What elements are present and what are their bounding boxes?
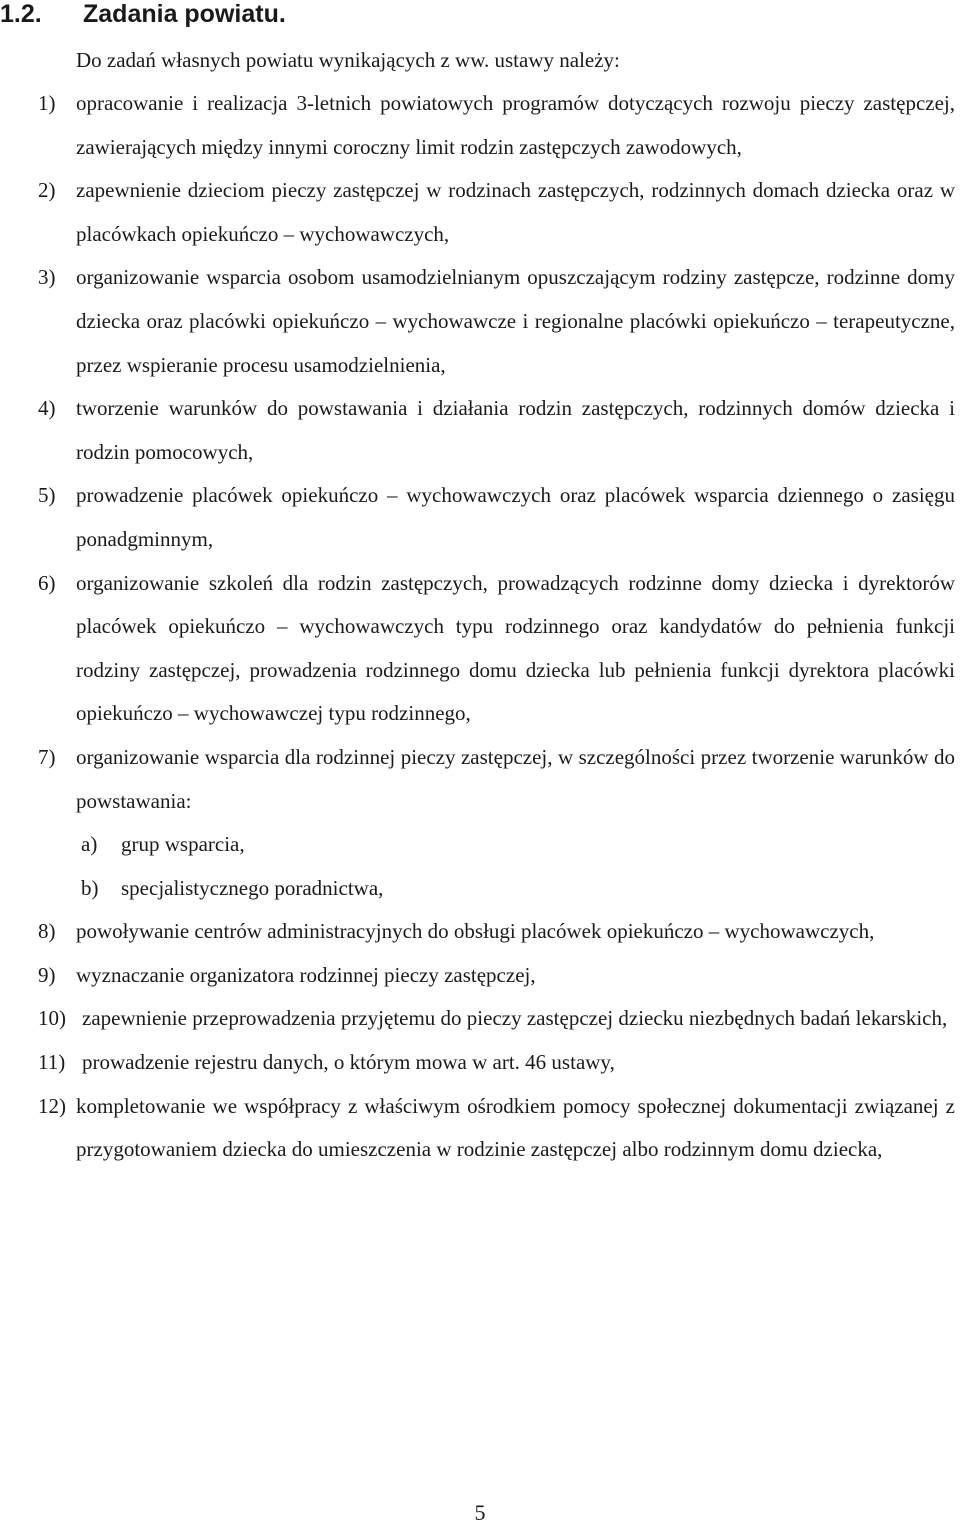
item-number: 9) xyxy=(38,962,56,987)
item-text: tworzenie warunków do powstawania i działania rodzin zastępczych, rodzinnych domów dziecka i rodzin pomocowych, xyxy=(76,396,955,464)
list-item xyxy=(38,1041,955,1085)
list-item xyxy=(38,910,955,954)
item-number: 12) xyxy=(38,1093,66,1118)
list-item xyxy=(38,82,955,169)
item-number: 8) xyxy=(38,919,56,944)
sub-item-letter: a) xyxy=(81,832,98,857)
item-number: 5) xyxy=(38,483,56,508)
item-number: 2) xyxy=(38,178,56,203)
sub-list-item xyxy=(38,823,955,867)
list-item xyxy=(38,169,955,256)
item-text: opracowanie i realizacja 3-letnich powiatowych programów dotyczących rozwoju pieczy zastępczej, zawierających między innymi coroczny limit rodzin zastępczych zawodowych, xyxy=(76,91,955,159)
item-number: 6) xyxy=(38,570,56,595)
list-item xyxy=(38,1085,955,1172)
section-heading xyxy=(0,0,286,34)
item-text: prowadzenie placówek opiekuńczo – wychowawczych oraz placówek wsparcia dziennego o zasięgu ponadgminnym, xyxy=(76,483,955,551)
item-text: organizowanie szkoleń dla rodzin zastępczych, prowadzących rodzinne domy dziecka i dyrektorów placówek opiekuńczo – wychowawczych typu rodzinnego oraz kandydatów do pełnienia funkcji rodziny zastępczej, prowadzenia rodzinnego domu dziecka lub pełnienia funkcji dyrektora placówki opiekuńczo – wychowawczej typu rodzinnego, xyxy=(76,570,955,726)
item-number: 11) xyxy=(38,1050,66,1075)
item-text: zapewnienie przeprowadzenia przyjętemu do pieczy zastępczej dziecku niezbędnych badań lekarskich, xyxy=(82,1006,948,1031)
list-item xyxy=(38,562,955,736)
sub-item-text: grup wsparcia, xyxy=(121,832,245,857)
task-list xyxy=(38,82,955,1172)
section-title: Zadania powiatu. xyxy=(83,0,286,28)
item-text: kompletowanie we współpracy z właściwym ośrodkiem pomocy społecznej dokumentacji związanej z przygotowaniem dziecka do umieszczenia w rodzinie zastępczej albo rodzinnym domu dziecka, xyxy=(76,1093,955,1162)
item-number: 1) xyxy=(38,91,56,115)
list-item xyxy=(38,954,955,998)
item-text: wyznaczanie organizatora rodzinnej pieczy zastępczej, xyxy=(76,962,536,987)
sub-item-text: specjalistycznego poradnictwa, xyxy=(121,875,384,900)
item-number: 3) xyxy=(38,265,56,290)
list-item xyxy=(38,256,955,387)
section-number: 1.2. xyxy=(0,0,42,28)
sub-list-item xyxy=(38,867,955,911)
item-text: powoływanie centrów administracyjnych do obsługi placówek opiekuńczo – wychowawczych, xyxy=(76,919,875,944)
page-number: 5 xyxy=(474,1500,486,1525)
list-item xyxy=(38,474,955,561)
list-item xyxy=(38,736,955,823)
item-number: 7) xyxy=(38,744,56,769)
list-item xyxy=(38,997,955,1041)
intro-paragraph: Do zadań własnych powiatu wynikających z ww. ustawy należy: xyxy=(76,48,620,72)
item-number: 10) xyxy=(38,1006,66,1031)
item-number: 4) xyxy=(38,396,56,421)
item-text: prowadzenie rejestru danych, o którym mowa w art. 46 ustawy, xyxy=(82,1050,615,1075)
list-item xyxy=(38,387,955,474)
item-text: organizowanie wsparcia osobom usamodzielnianym opuszczającym rodziny zastępcze, rodzinne domy dziecka oraz placówki opiekuńczo – wychowawcze i regionalne placówki opiekuńczo – terapeutyczne, przez wspieranie procesu usamodzielnienia, xyxy=(76,265,955,377)
item-text: organizowanie wsparcia dla rodzinnej pieczy zastępczej, w szczególności przez tworzenie warunków do powstawania: xyxy=(76,744,955,813)
item-text: zapewnienie dzieciom pieczy zastępczej w rodzinach zastępczych, rodzinnych domach dziecka oraz w placówkach opiekuńczo – wychowawczych, xyxy=(76,178,955,246)
sub-item-letter: b) xyxy=(81,875,99,900)
